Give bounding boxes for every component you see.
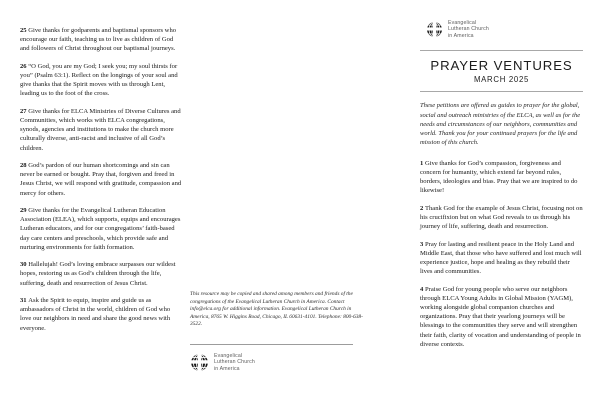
left-column: [20, 26, 183, 333]
prayer-entry: [20, 107, 183, 153]
prayer-text: Give thanks for God’s compassion, forgiveness and concern for humanity, which extend far beyond rules, borders, ideologies and bias. Pray that we are inspired to do likewise!: [420, 159, 578, 195]
prayer-number: 26: [20, 62, 29, 70]
header-organization-name: [448, 20, 489, 39]
header-elca-logo-block: [426, 20, 583, 39]
page-subtitle: MARCH 2025: [473, 75, 530, 85]
prayer-number: 3: [420, 240, 425, 248]
prayer-entry: [20, 206, 183, 252]
prayer-number: 1: [420, 159, 425, 167]
prayer-entry: [420, 285, 583, 349]
prayer-entry: [420, 240, 583, 277]
prayer-number: 29: [20, 207, 29, 214]
prayer-entry: [20, 26, 183, 54]
prayer-entry: [20, 62, 183, 99]
prayer-number: 28: [20, 162, 29, 169]
prayer-entry: [20, 296, 183, 333]
right-column: [420, 20, 583, 349]
prayer-number: 2: [420, 204, 425, 212]
prayer-number: 30: [20, 261, 29, 269]
header-org-line-3: in America: [448, 32, 474, 39]
prayer-text: “O God, you are my God; I seek you; my soul thirsts for you” (Psalm 63:1). Reflect on the longings of your soul and give thanks that the Spirit moves with us through Lent, leading us to the foot of the cross.: [20, 62, 178, 98]
prayer-text: Thank God for the example of Jesus Christ, focusing not on his crucifixion but on what God reveals to us through his journey of life, suffering, death and resurrection.: [420, 204, 583, 231]
prayer-number: 27: [20, 107, 29, 115]
right-prayer-list: [420, 159, 583, 349]
footer-divider: [190, 344, 353, 345]
elca-cross-globe-icon: [426, 21, 443, 38]
prayer-number: 4: [420, 285, 425, 293]
prayer-number: 31: [20, 297, 29, 304]
footer-elca-logo-block: [190, 353, 366, 372]
prayer-number: 25: [20, 27, 29, 34]
prayer-text: God’s pardon of our human shortcomings and sin can never be earned or bought. Pray that, forgiven and freed in Jesus Christ, we will respond with gratitude, compassion and mercy for others.: [20, 162, 182, 197]
prayer-entry: [20, 161, 183, 198]
prayer-entry: [420, 204, 583, 232]
prayer-entry: [420, 159, 583, 196]
title-rule-bottom: [420, 91, 583, 92]
prayer-text: Praise God for young people who serve our neighbors through ELCA Young Adults in Global Mission (YAGM), working alongside global companion churches and organizations. Pray that their yearlong journeys will be blessings to the communities they serve and will strengthen their faith, clarity of vocation and understanding of people in diverse contexts.: [420, 285, 581, 348]
prayer-text: Hallelujah! God’s loving embrace surpasses our wildest hopes, restoring us as God’s children through the life, suffering, death and resurrection of Jesus Christ.: [20, 261, 176, 287]
footer-organization-name: [214, 353, 255, 372]
masthead: [420, 51, 583, 91]
intro-paragraph: These petitions are offered as guides to prayer for the global, social and outreach ministries of the ELCA, as well as for the needs and circumstances of our neighbors, communities and world. Thank you for your continued prayers for the life and mission of this church.: [420, 102, 581, 147]
elca-cross-globe-icon: [190, 353, 209, 372]
header-org-line-1: Evangelical: [448, 20, 477, 26]
prayer-text: Give thanks for ELCA Ministries of Diverse Cultures and Communities, which works with ELCA congregations, synods, agencies and institutions to make the church more culturally diverse, anti-racist and inclusive of all God’s children.: [20, 107, 181, 152]
copyright-notice: This resource may be copied and shared among members and friends of the congregations of the Evangelical Lutheran Church in America. Contact info@elca.org for additional information. Evangelical Lutheran Church in America, 8765 W. Higgins Road, Chicago, IL 60631-4101. Telephone: 800-638-3522.: [190, 291, 363, 328]
page-title: PRAYER VENTURES: [430, 58, 573, 74]
prayer-entry: [20, 260, 183, 288]
middle-column: [190, 291, 366, 372]
footer-org-line-3: in America: [214, 365, 240, 372]
footer-org-line-1: Evangelical: [214, 352, 243, 359]
header-org-line-2: Lutheran Church: [448, 26, 489, 33]
prayer-text: Give thanks for the Evangelical Lutheran Education Association (ELEA), which supports, equips and encourages Lutheran educators, and for our congregations’ faith-based day care centers and preschools, which provide safe and nurturing environments for faith formation.: [20, 207, 181, 251]
prayer-text: Pray for lasting and resilient peace in the Holy Land and Middle East, that those who have suffered and lost much will experience justice, hope and healing as they rebuild their lives and communities.: [420, 240, 582, 276]
prayer-text: Ask the Spirit to equip, inspire and guide us as ambassadors of Christ in the world, children of God who love our neighbors in need and share the good news with everyone.: [20, 297, 171, 332]
prayer-text: Give thanks for godparents and baptismal sponsors who encourage our faith, teaching us to live as children of God and followers of Christ throughout our baptismal journeys.: [20, 27, 177, 53]
footer-org-line-2: Lutheran Church: [214, 359, 255, 366]
